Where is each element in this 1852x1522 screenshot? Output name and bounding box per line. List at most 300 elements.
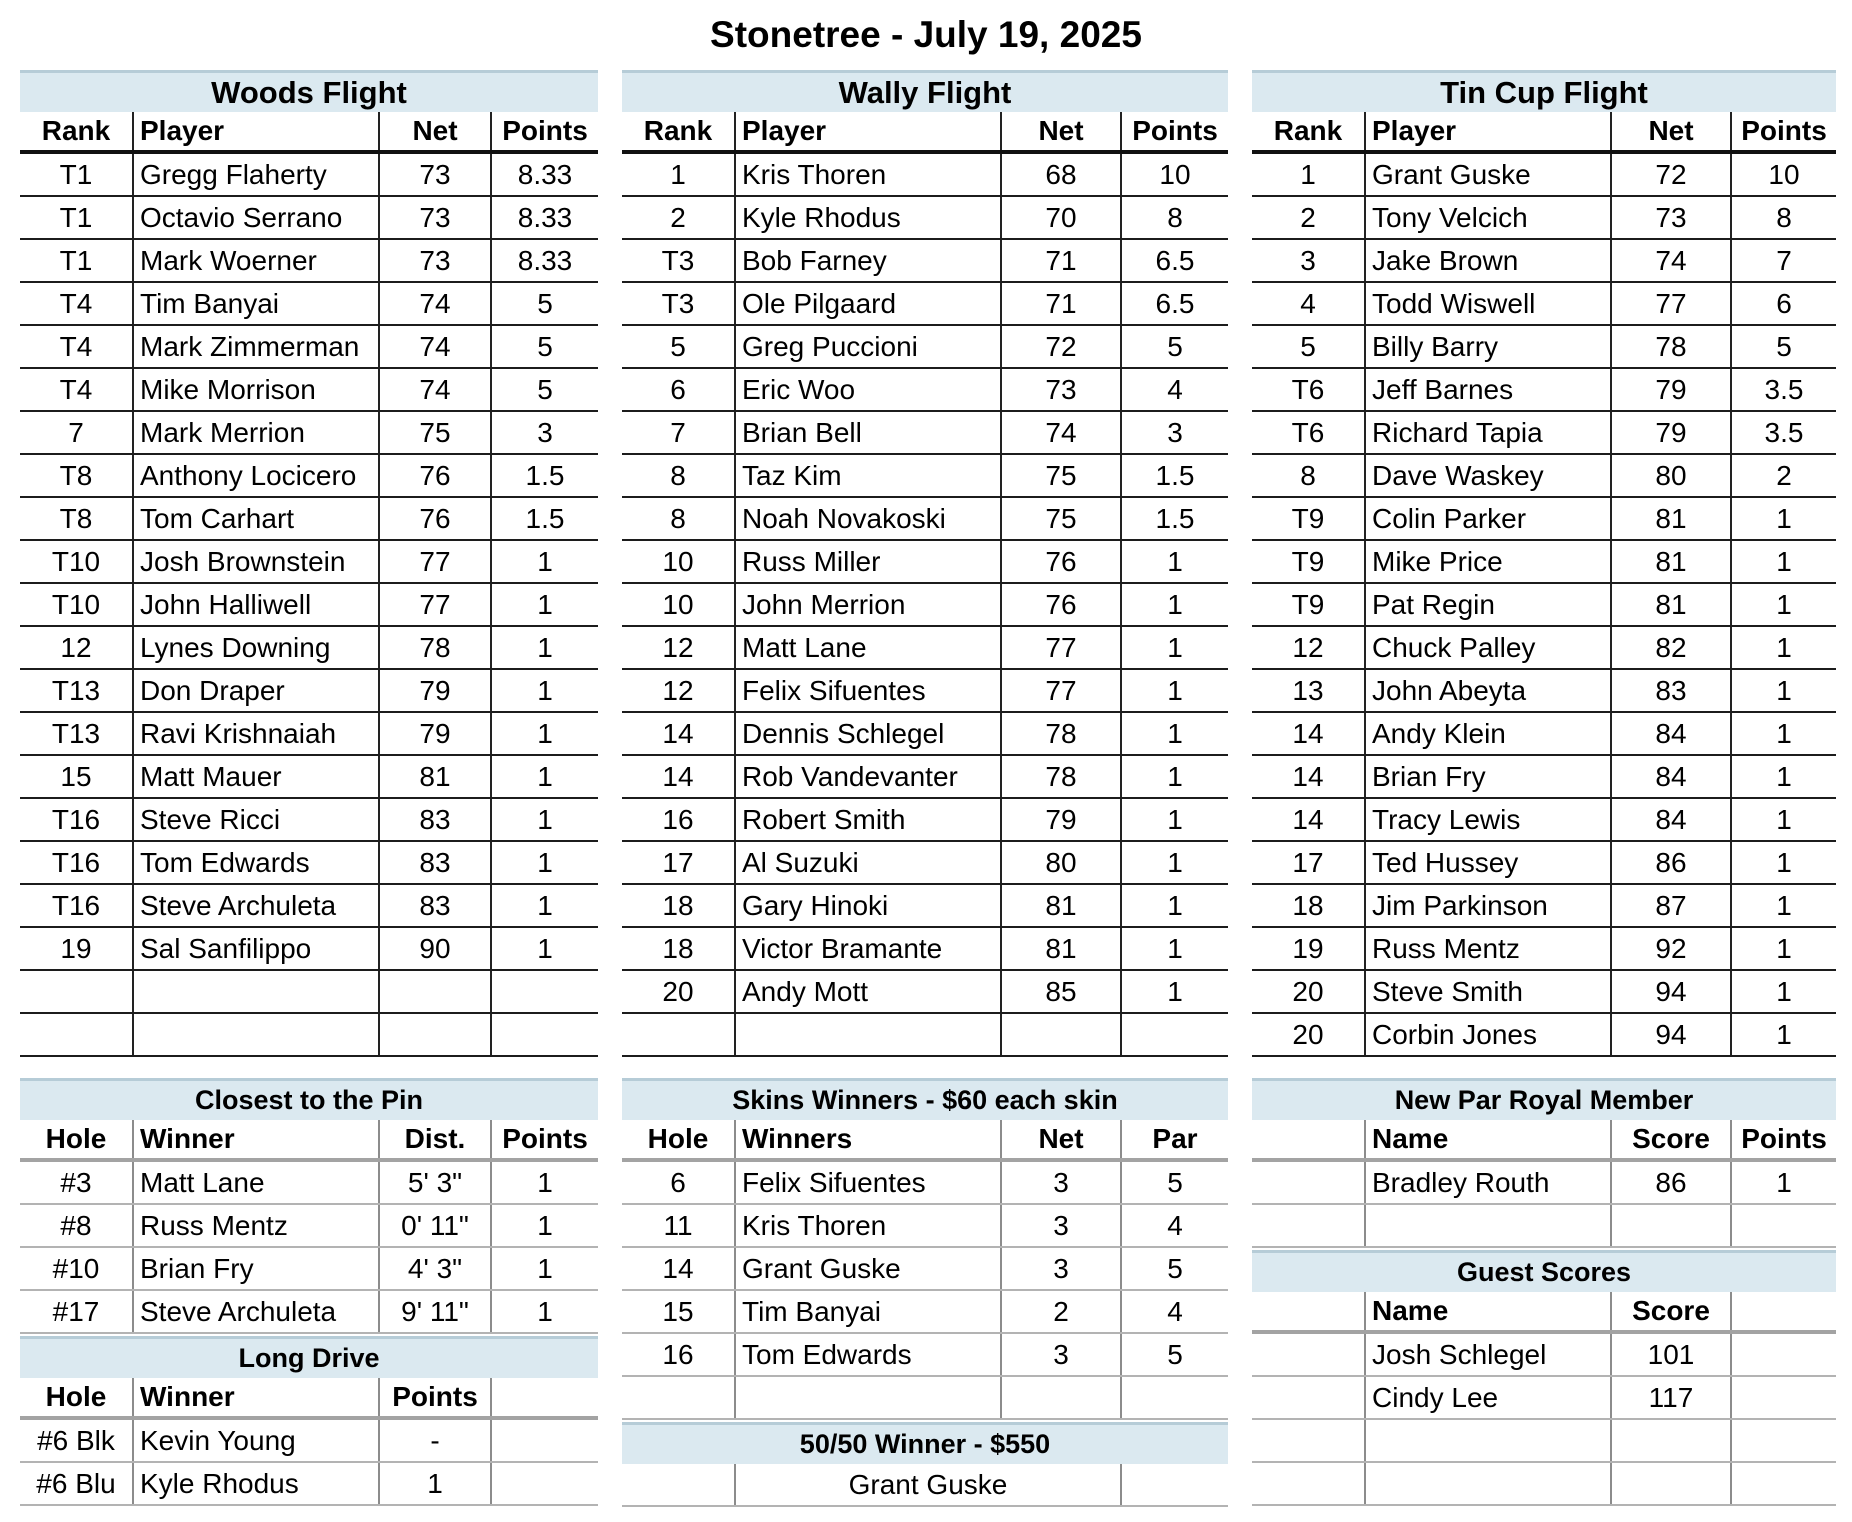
table-row [20,197,598,240]
table-cell: Hole [45,1381,107,1412]
table-cell: 1 [1120,713,1228,754]
wally-flight-table [622,70,1228,1057]
table-cell: 81 [1000,885,1120,926]
table-row [622,1291,1228,1334]
table-cell: 1 [670,158,686,190]
table-cell [734,1377,1000,1418]
table-cell: Winner [132,1378,378,1416]
table-cell: 14 [662,717,694,749]
table-row [622,455,1228,498]
table-cell: Ravi Krishnaiah [132,713,378,754]
table-row [622,1014,1228,1057]
table-cell: Bradley Routh [1364,1162,1610,1203]
table-cell: 87 [1610,885,1730,926]
table-cell: 1 [490,756,598,797]
table-cell: Russ Mentz [1364,928,1610,969]
closest-to-pin-table [20,1078,598,1334]
table-cell: 77 [378,541,490,582]
table-cell: 1 [490,541,598,582]
table-cell: Par [1120,1120,1228,1158]
tin-cup-flight-table [1252,70,1836,1057]
table-cell: T16 [51,889,101,921]
table-cell: Brian Bell [734,412,1000,453]
table-cell: Net [1000,1120,1120,1158]
skins-winners-table [622,1078,1228,1420]
table-cell: Mark Zimmerman [132,326,378,367]
table-cell: 1 [1730,799,1836,840]
table-cell: 14 [1292,803,1324,835]
table-cell: 6 [1730,283,1836,324]
table-cell: Steve Smith [1364,971,1610,1012]
table-cell: 2 [1300,201,1316,233]
table-cell: 82 [1610,627,1730,668]
table-row [20,799,598,842]
table-cell: 5 [490,369,598,410]
table-cell: 81 [1610,498,1730,539]
table-cell: 10 [662,588,694,620]
table-cell: Bob Farney [734,240,1000,281]
table-cell: 92 [1610,928,1730,969]
table-row [20,971,598,1014]
table-cell: 86 [1610,842,1730,883]
table-cell: Don Draper [132,670,378,711]
table-cell: John Halliwell [132,584,378,625]
table-cell: 18 [662,889,694,921]
table-cell: 78 [1000,756,1120,797]
table-cell: Net [378,112,490,150]
table-row [622,885,1228,928]
table-cell: Felix Sifuentes [734,670,1000,711]
table-cell: 1 [1730,1014,1836,1055]
table-cell: 74 [378,283,490,324]
table-cell: Octavio Serrano [132,197,378,238]
table-cell [1252,1334,1364,1375]
table-cell [1120,1377,1228,1418]
table-cell: T6 [1291,373,1325,405]
table-cell: 1 [1120,627,1228,668]
table-row [622,756,1228,799]
section-title: Closest to the Pin [20,1078,598,1120]
table-cell: 8.33 [490,197,598,238]
table-cell: 5 [1730,326,1836,367]
table-header [20,1120,598,1162]
table-row [1252,971,1836,1014]
table-header [20,112,598,154]
table-cell: 1 [1120,885,1228,926]
table-cell: Steve Ricci [132,799,378,840]
table-cell: 1.5 [490,498,598,539]
table-row [1252,1205,1836,1248]
table-row [20,369,598,412]
table-cell: 1 [1120,584,1228,625]
table-cell: 10 [1120,154,1228,195]
table-cell: 84 [1610,756,1730,797]
table-cell: 73 [1610,197,1730,238]
table-row [622,627,1228,670]
table-cell [622,1464,734,1505]
table-cell [1730,1334,1836,1375]
fifty-fifty-table [622,1422,1228,1507]
table-cell: 12 [60,631,92,663]
table-cell: 17 [1292,846,1324,878]
table-cell: T9 [1291,545,1325,577]
table-cell: #6 Blu [36,1467,116,1499]
table-cell: Lynes Downing [132,627,378,668]
table-cell: 1 [1120,971,1228,1012]
table-cell [490,1014,598,1055]
table-cell: #3 [60,1166,92,1198]
table-cell: Steve Archuleta [132,1291,378,1332]
table-row [622,240,1228,283]
table-cell: 12 [1292,631,1324,663]
table-row [20,1205,598,1248]
table-cell: 1.5 [1120,498,1228,539]
table-header [20,1378,598,1420]
table-cell: 1 [1730,713,1836,754]
table-cell: T3 [661,287,695,319]
table-cell: 4 [1120,369,1228,410]
table-row [1252,885,1836,928]
table-row [622,971,1228,1014]
table-cell: 17 [662,846,694,878]
table-row [20,584,598,627]
table-row [622,498,1228,541]
table-cell: 77 [1000,670,1120,711]
table-cell: Brian Fry [1364,756,1610,797]
table-cell: 76 [378,498,490,539]
table-cell: 8 [1300,459,1316,491]
table-cell: Jim Parkinson [1364,885,1610,926]
table-cell: Player [734,112,1000,150]
table-cell: Kyle Rhodus [734,197,1000,238]
table-cell: Points [490,1120,598,1158]
table-cell: 83 [378,842,490,883]
table-cell: 2 [670,201,686,233]
table-cell: Kris Thoren [734,1205,1000,1246]
table-cell: 1 [1730,928,1836,969]
table-cell: T1 [59,158,93,190]
table-cell [490,971,598,1012]
table-row [20,670,598,713]
table-cell: Name [1364,1120,1610,1158]
table-cell: Josh Brownstein [132,541,378,582]
table-cell: Colin Parker [1364,498,1610,539]
table-cell: John Abeyta [1364,670,1610,711]
table-cell: T16 [51,846,101,878]
table-cell [378,1014,490,1055]
table-cell: Greg Puccioni [734,326,1000,367]
table-cell: 20 [662,975,694,1007]
table-cell: 3 [1300,244,1316,276]
table-cell: 90 [378,928,490,969]
table-cell: 1 [1120,928,1228,969]
table-header [622,112,1228,154]
table-cell: Pat Regin [1364,584,1610,625]
table-cell: 8 [1730,197,1836,238]
table-cell: Score [1610,1120,1730,1158]
flight-title: Tin Cup Flight [1252,70,1836,112]
table-header [1252,1292,1836,1334]
table-row [622,197,1228,240]
table-cell: 76 [378,455,490,496]
table-cell: Tim Banyai [734,1291,1000,1332]
table-cell: 1 [1120,541,1228,582]
table-cell: T16 [51,803,101,835]
table-header [622,1120,1228,1162]
table-cell: 14 [662,760,694,792]
par-royal-table [1252,1078,1836,1248]
table-cell: 79 [378,670,490,711]
table-cell: Grant Guske [1364,154,1610,195]
fifty-fifty-row [622,1464,1228,1507]
table-cell: T1 [59,201,93,233]
table-row [1252,412,1836,455]
table-cell: Ted Hussey [1364,842,1610,883]
table-row [622,670,1228,713]
table-cell: 3 [1000,1162,1120,1203]
table-cell: 5 [490,326,598,367]
table-row [1252,627,1836,670]
woods-flight-table [20,70,598,1057]
table-row [622,1334,1228,1377]
table-row [20,412,598,455]
table-cell: 1 [1120,799,1228,840]
table-cell: 80 [1610,455,1730,496]
table-row [622,842,1228,885]
table-cell: Mark Merrion [132,412,378,453]
table-cell: 8 [670,502,686,534]
table-cell: Tom Edwards [132,842,378,883]
table-cell: Points [378,1378,490,1416]
table-row [622,799,1228,842]
table-cell: T4 [59,287,93,319]
table-cell: T10 [51,588,101,620]
table-cell: 75 [1000,455,1120,496]
table-cell: 6 [670,373,686,405]
table-cell: Grant Guske [734,1248,1000,1289]
table-cell: Hole [45,1123,107,1154]
table-cell: 1 [1730,541,1836,582]
table-cell: 79 [1610,412,1730,453]
table-cell: 1 [1730,498,1836,539]
table-cell [1120,1464,1228,1505]
table-cell: Eric Woo [734,369,1000,410]
table-row [1252,240,1836,283]
table-cell: T4 [59,373,93,405]
table-row [20,455,598,498]
table-cell: Al Suzuki [734,842,1000,883]
table-cell: 71 [1000,240,1120,281]
table-cell: 78 [1610,326,1730,367]
table-cell: 1 [1730,971,1836,1012]
table-row [622,1248,1228,1291]
table-cell: 75 [1000,498,1120,539]
table-cell: Points [1730,112,1836,150]
table-cell: Ole Pilgaard [734,283,1000,324]
table-cell: 5' 3" [378,1162,490,1203]
table-cell: 85 [1000,971,1120,1012]
table-cell: 73 [378,240,490,281]
table-row [1252,1377,1836,1420]
table-cell: 1 [1730,756,1836,797]
table-cell: #8 [60,1209,92,1241]
table-cell: 86 [1610,1162,1730,1203]
table-cell: Net [1610,112,1730,150]
table-cell: 1 [490,1291,598,1332]
table-cell: T6 [1291,416,1325,448]
table-cell: 3 [1000,1248,1120,1289]
table-cell: 19 [60,932,92,964]
table-cell: Tom Edwards [734,1334,1000,1375]
table-cell: 77 [378,584,490,625]
table-cell: Victor Bramante [734,928,1000,969]
table-cell: Russ Miller [734,541,1000,582]
table-cell [1252,1420,1364,1461]
table-cell: 79 [378,713,490,754]
table-cell: 5 [1120,1248,1228,1289]
table-cell: 94 [1610,1014,1730,1055]
table-row [20,928,598,971]
table-cell: Tony Velcich [1364,197,1610,238]
table-cell: 5 [1120,1162,1228,1203]
table-cell: 1 [490,1205,598,1246]
table-cell: 1 [490,928,598,969]
table-cell: T13 [51,674,101,706]
table-cell [1252,1205,1364,1246]
table-cell: 16 [662,1338,694,1370]
table-cell: 6.5 [1120,283,1228,324]
table-cell: Felix Sifuentes [734,1162,1000,1203]
table-cell [1252,1377,1364,1418]
section-title: Skins Winners - $60 each skin [622,1078,1228,1120]
table-cell: 7 [68,416,84,448]
table-cell: 9' 11" [378,1291,490,1332]
table-cell: Robert Smith [734,799,1000,840]
table-row [1252,283,1836,326]
table-cell: 68 [1000,154,1120,195]
table-cell: 101 [1610,1334,1730,1375]
section-title: Guest Scores [1252,1250,1836,1292]
table-row [20,1014,598,1057]
table-row [1252,326,1836,369]
table-cell: 5 [1300,330,1316,362]
table-cell: Cindy Lee [1364,1377,1610,1418]
section-title: 50/50 Winner - $550 [622,1422,1228,1464]
table-row [622,713,1228,756]
table-cell: 1 [490,1248,598,1289]
table-cell: 1 [1120,756,1228,797]
table-cell: John Merrion [734,584,1000,625]
table-cell: 8 [1120,197,1228,238]
table-cell [1252,1162,1364,1203]
table-cell: 1 [1300,158,1316,190]
table-cell: 10 [662,545,694,577]
table-row [622,369,1228,412]
table-cell: 3 [490,412,598,453]
table-cell: 81 [1610,541,1730,582]
table-cell: Josh Schlegel [1364,1334,1610,1375]
table-row [1252,928,1836,971]
table-cell: 13 [1292,674,1324,706]
table-cell: Jake Brown [1364,240,1610,281]
table-cell: 5 [1120,326,1228,367]
table-row [20,154,598,197]
table-cell: T9 [1291,588,1325,620]
table-cell [20,1014,132,1055]
table-row [20,627,598,670]
table-cell: 4 [1120,1291,1228,1332]
table-cell: 73 [378,154,490,195]
table-cell: Hole [647,1123,709,1154]
table-row [1252,713,1836,756]
page-title: Stonetree - July 19, 2025 [710,14,1142,55]
table-cell: #10 [52,1252,100,1284]
table-header [1252,1120,1836,1162]
table-row [622,1377,1228,1420]
table-cell: 83 [1610,670,1730,711]
table-cell: 81 [1610,584,1730,625]
table-cell: Kyle Rhodus [132,1463,378,1504]
table-cell: 74 [378,369,490,410]
table-cell: 74 [1610,240,1730,281]
table-cell: 1 [490,627,598,668]
table-cell [1364,1463,1610,1504]
table-cell: 11 [663,1209,693,1241]
table-cell: 94 [1610,971,1730,1012]
table-cell: 8.33 [490,154,598,195]
table-cell: 14 [1292,717,1324,749]
table-cell: Andy Klein [1364,713,1610,754]
table-cell: 73 [1000,369,1120,410]
table-cell [1610,1463,1730,1504]
table-cell: 10 [1730,154,1836,195]
table-cell: 8.33 [490,240,598,281]
table-cell: Matt Mauer [132,756,378,797]
table-cell: Tom Carhart [132,498,378,539]
table-cell: Name [1364,1292,1610,1330]
flight-title: Woods Flight [20,70,598,112]
table-cell: Matt Lane [132,1162,378,1203]
table-cell: 16 [662,803,694,835]
table-row [1252,799,1836,842]
table-row [622,1205,1228,1248]
table-cell: T8 [59,459,93,491]
table-row [20,283,598,326]
table-cell [132,1014,378,1055]
table-cell: 74 [1000,412,1120,453]
table-cell: Andy Mott [734,971,1000,1012]
table-cell: Player [1364,112,1610,150]
table-row [1252,1420,1836,1463]
table-cell: 7 [670,416,686,448]
table-cell: 1.5 [1120,455,1228,496]
table-cell: T3 [661,244,695,276]
table-cell [1730,1377,1836,1418]
table-cell: 5 [490,283,598,324]
table-cell: 1 [490,885,598,926]
table-cell: 76 [1000,584,1120,625]
table-cell: 72 [1610,154,1730,195]
table-cell: 7 [1730,240,1836,281]
fifty-fifty-winner: Grant Guske [734,1464,1120,1505]
table-row [622,283,1228,326]
table-cell [1364,1420,1610,1461]
table-cell [1364,1205,1610,1246]
table-cell: Taz Kim [734,455,1000,496]
guest-scores-table [1252,1250,1836,1506]
table-cell: Anthony Locicero [132,455,378,496]
table-cell: 4 [1120,1205,1228,1246]
